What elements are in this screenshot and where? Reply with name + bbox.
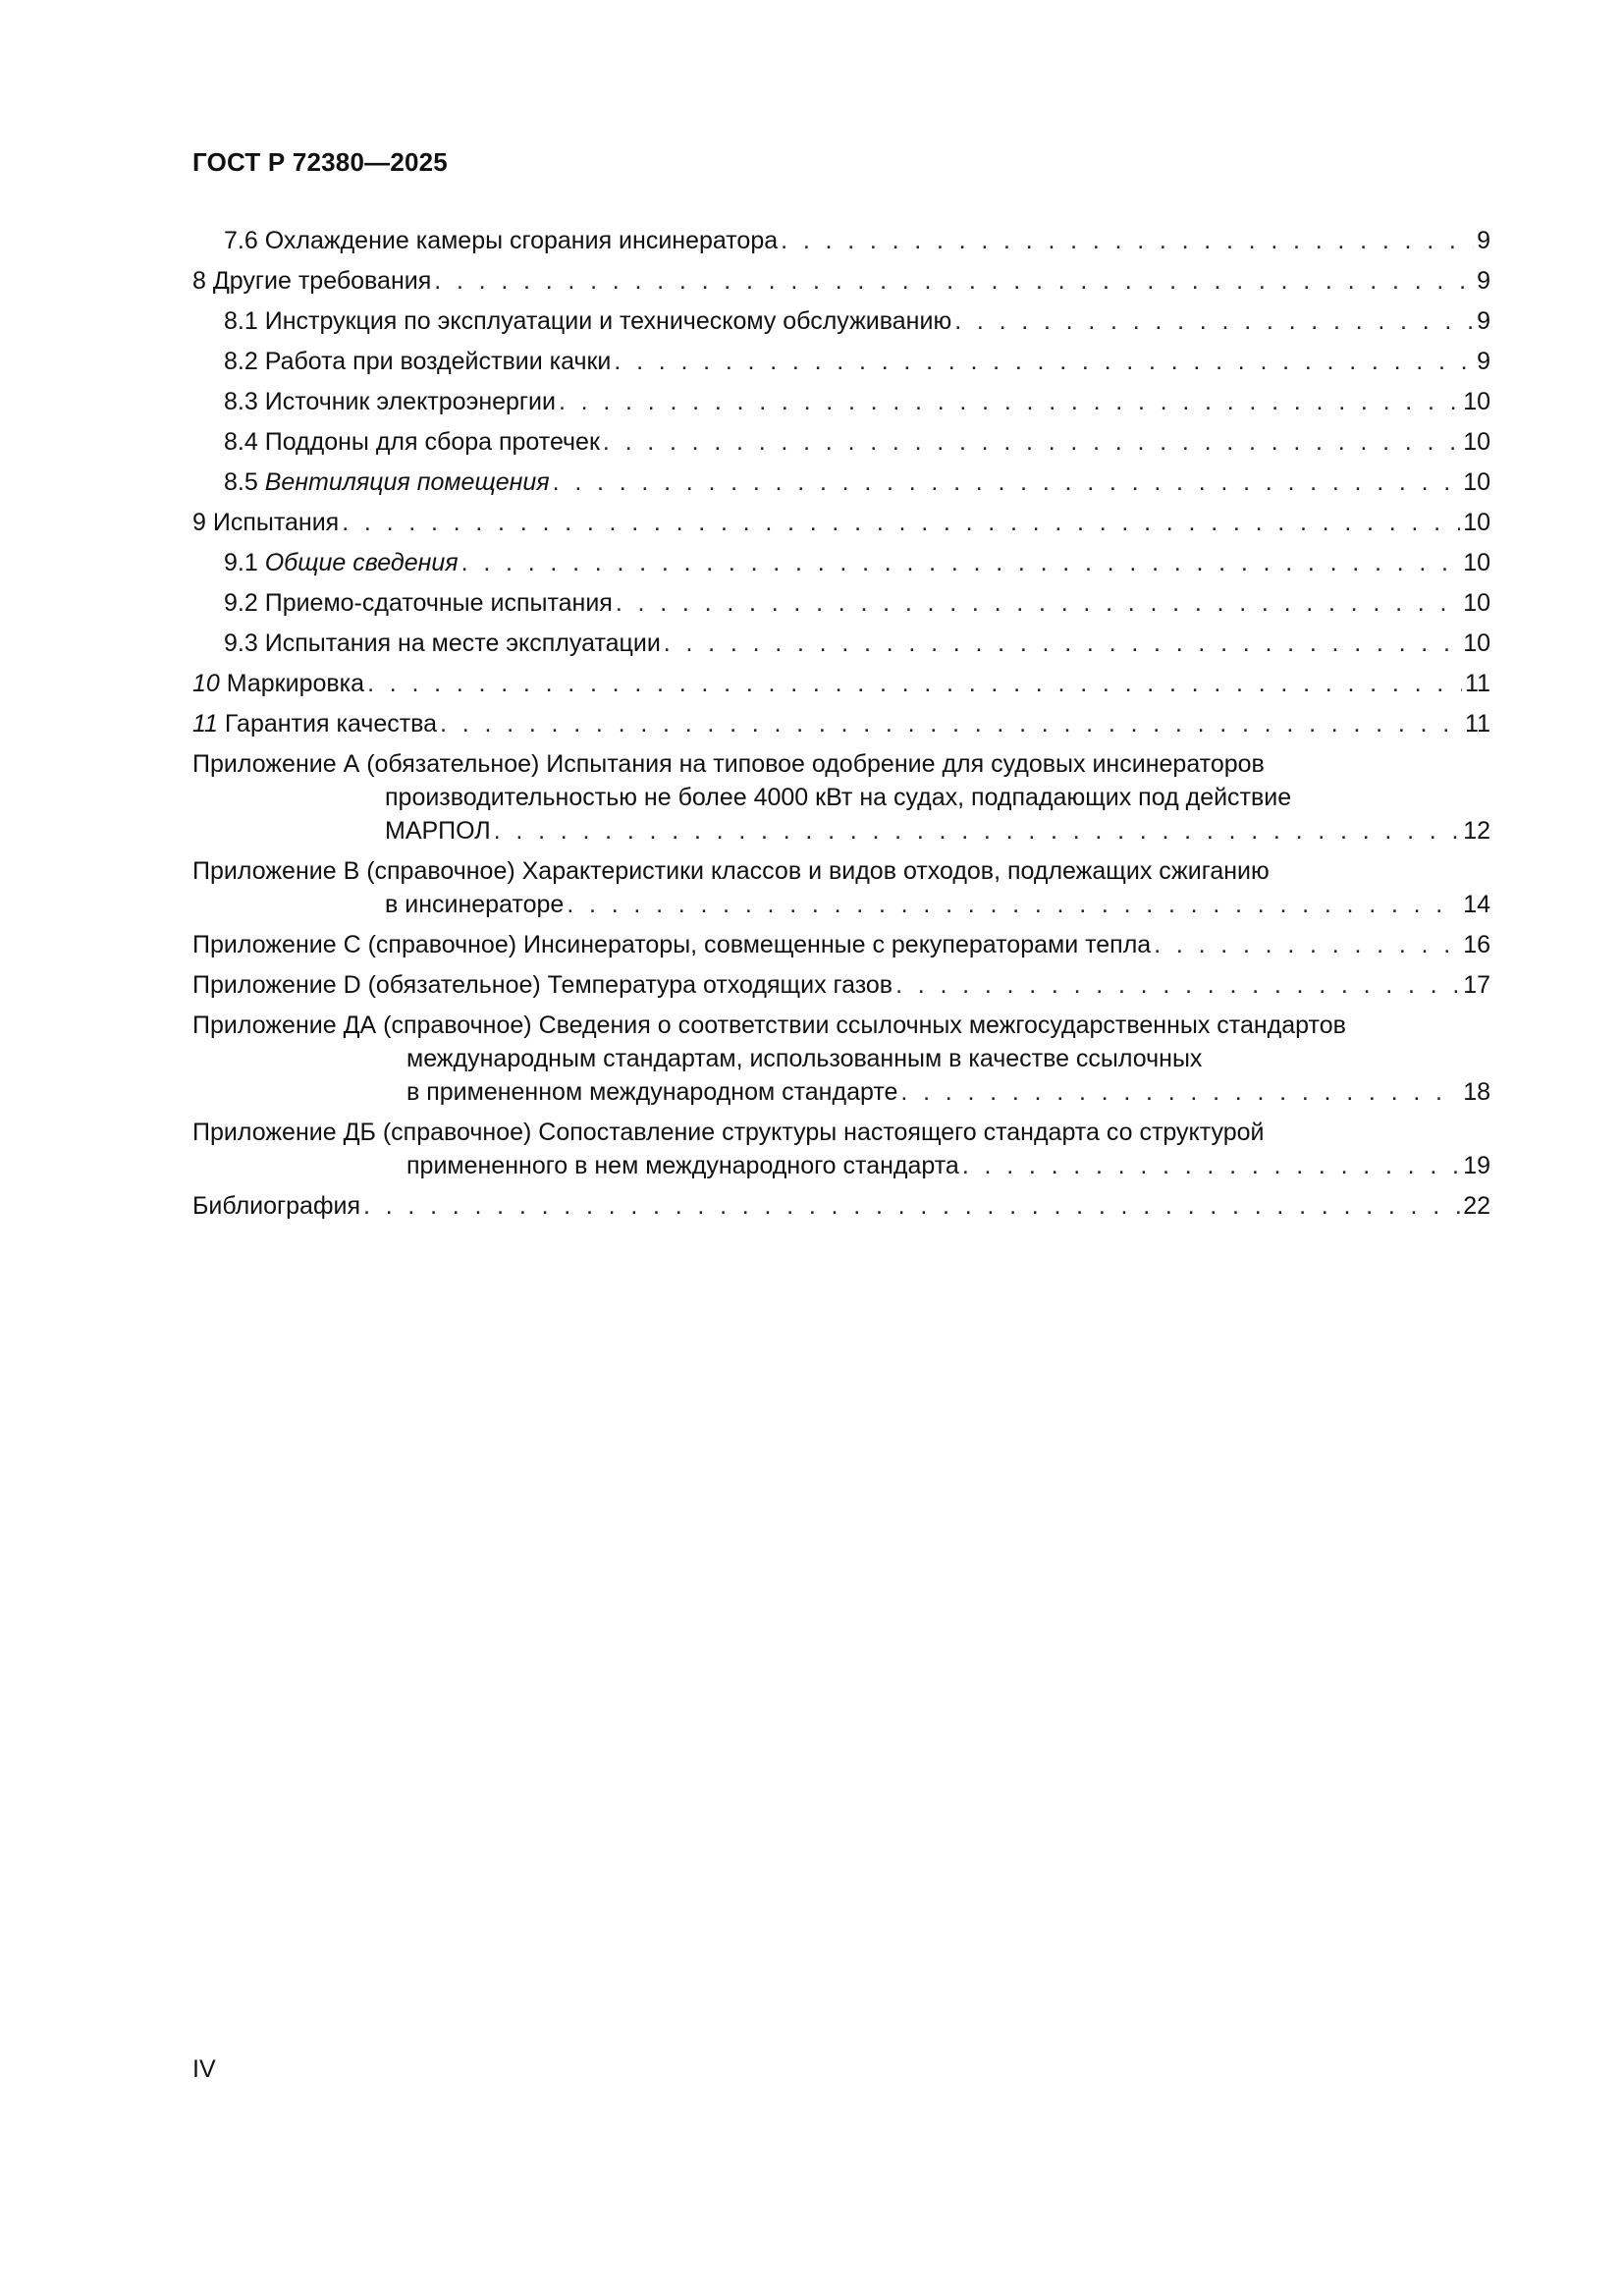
dot-leader bbox=[567, 888, 1460, 921]
appendix-title-line: в примененном международном стандарте bbox=[406, 1078, 898, 1106]
toc-entry-title: Маркировка bbox=[226, 670, 365, 697]
dot-leader bbox=[781, 224, 1474, 257]
dot-leader bbox=[962, 1149, 1460, 1182]
dot-leader bbox=[434, 264, 1474, 298]
appendix-title-line: примененного в нем международного стандарта bbox=[406, 1152, 959, 1179]
toc-entry-page: 9 bbox=[1477, 348, 1490, 375]
toc-entry-page: 10 bbox=[1463, 549, 1490, 576]
toc-entry-page: 10 bbox=[1463, 428, 1490, 456]
appendix-title-line: Приложение ДБ (справочное) Сопоставление структуры настоящего стандарта со структурой bbox=[192, 1119, 1265, 1146]
toc-entry-8-2[interactable] bbox=[192, 345, 1490, 378]
toc-entry-title: Испытания на месте эксплуатации bbox=[264, 629, 661, 657]
toc-entry-7-6[interactable] bbox=[192, 224, 1490, 257]
toc-entry-number: 7.6 bbox=[224, 227, 258, 254]
toc-entry-8-4[interactable] bbox=[192, 425, 1490, 459]
toc-entry-number: 9.3 bbox=[224, 629, 258, 657]
toc-entry-title: Гарантия качества bbox=[224, 710, 438, 738]
toc-entry-number: 8.2 bbox=[224, 348, 258, 375]
toc-entry-page: 18 bbox=[1463, 1078, 1490, 1106]
appendix-title-line: Приложение А (обязательное) Испытания на типовое одобрение для судовых инсинераторов bbox=[192, 750, 1265, 778]
toc-entry-8[interactable] bbox=[192, 264, 1490, 298]
appendix-title-line: международным стандартам, использованным в качестве ссылочных bbox=[406, 1045, 1203, 1072]
toc-entry-title: Источник электроэнергии bbox=[264, 388, 556, 415]
toc-entry-page: 22 bbox=[1463, 1192, 1490, 1220]
toc-entry-8-5[interactable] bbox=[192, 465, 1490, 499]
dot-leader bbox=[614, 345, 1474, 378]
dot-leader bbox=[900, 1075, 1460, 1109]
toc-entry-11[interactable] bbox=[192, 707, 1490, 740]
appendix-title-line: в инсинераторе bbox=[385, 891, 565, 918]
dot-leader bbox=[895, 968, 1460, 1002]
toc-entry-title: Общие сведения bbox=[264, 549, 459, 576]
toc-entry-title: Библиография bbox=[192, 1192, 361, 1220]
toc-appendix-d[interactable] bbox=[192, 968, 1490, 1002]
toc-entry-number: 10 bbox=[192, 670, 220, 697]
appendix-title-line: МАРПОЛ bbox=[385, 817, 491, 845]
toc-entry-number: 8.3 bbox=[224, 388, 258, 415]
appendix-title-line: Приложение С (справочное) Инсинераторы, совмещенные с рекуператорами тепла bbox=[192, 931, 1152, 958]
toc-entry-number: 8.4 bbox=[224, 428, 258, 456]
dot-leader bbox=[494, 814, 1460, 847]
toc-entry-8-1[interactable] bbox=[192, 304, 1490, 338]
toc-entry-title: Поддоны для сбора протечек bbox=[264, 428, 600, 456]
toc-entry-9-1[interactable] bbox=[192, 546, 1490, 579]
toc-entry-title: Приемо-сдаточные испытания bbox=[264, 589, 613, 617]
toc-entry-number: 9 bbox=[192, 509, 206, 536]
toc-entry-page: 16 bbox=[1463, 931, 1490, 958]
dot-leader bbox=[342, 506, 1460, 539]
toc-appendix-a[interactable] bbox=[192, 747, 1490, 847]
table-of-contents bbox=[192, 224, 1490, 1230]
toc-entry-8-3[interactable] bbox=[192, 385, 1490, 418]
dot-leader bbox=[440, 707, 1462, 740]
toc-entry-page: 11 bbox=[1465, 710, 1490, 738]
appendix-title-line: Приложение D (обязательное) Температура отходящих газов bbox=[192, 971, 893, 999]
toc-entry-title: Испытания bbox=[212, 509, 340, 536]
toc-entry-page: 19 bbox=[1463, 1152, 1490, 1179]
toc-entry-page: 9 bbox=[1477, 227, 1490, 254]
toc-bibliography[interactable] bbox=[192, 1189, 1490, 1223]
toc-appendix-db[interactable] bbox=[192, 1116, 1490, 1182]
toc-entry-title: Охлаждение камеры сгорания инсинератора bbox=[264, 227, 779, 254]
toc-entry-9-3[interactable] bbox=[192, 627, 1490, 660]
toc-entry-page: 11 bbox=[1465, 670, 1490, 697]
toc-entry-number: 8.1 bbox=[224, 307, 258, 335]
toc-entry-title: Работа при воздействии качки bbox=[264, 348, 612, 375]
page-number: IV bbox=[192, 2055, 216, 2083]
dot-leader bbox=[559, 385, 1460, 418]
dot-leader bbox=[1154, 928, 1460, 961]
toc-entry-title: Инструкция по эксплуатации и техническому обслуживанию bbox=[264, 307, 952, 335]
dot-leader bbox=[616, 586, 1460, 620]
toc-entry-page: 10 bbox=[1463, 388, 1490, 415]
toc-entry-title: Вентиляция помещения bbox=[264, 468, 550, 496]
toc-entry-page: 14 bbox=[1463, 891, 1490, 918]
toc-entry-page: 10 bbox=[1463, 509, 1490, 536]
toc-appendix-b[interactable] bbox=[192, 854, 1490, 921]
appendix-title-line: Приложение ДА (справочное) Сведения о соответствии ссылочных межгосударственных стандартов bbox=[192, 1011, 1346, 1039]
toc-entry-page: 10 bbox=[1463, 589, 1490, 617]
toc-entry-title: Другие требования bbox=[212, 267, 432, 295]
appendix-title-line: Приложение В (справочное) Характеристики классов и видов отходов, подлежащих сжиганию bbox=[192, 857, 1270, 885]
document-header: ГОСТ Р 72380—2025 bbox=[192, 147, 448, 177]
dot-leader bbox=[553, 465, 1461, 499]
toc-entry-number: 9.2 bbox=[224, 589, 258, 617]
dot-leader bbox=[664, 627, 1460, 660]
dot-leader bbox=[461, 546, 1461, 579]
toc-entry-page: 17 bbox=[1463, 971, 1490, 999]
toc-entry-number: 8 bbox=[192, 267, 206, 295]
dot-leader bbox=[363, 1189, 1460, 1223]
toc-entry-page: 12 bbox=[1463, 817, 1490, 845]
toc-entry-9-2[interactable] bbox=[192, 586, 1490, 620]
appendix-title-line: производительностью не более 4000 кВт на судах, подпадающих под действие bbox=[385, 784, 1292, 811]
dot-leader bbox=[603, 425, 1460, 459]
toc-entry-number: 8.5 bbox=[224, 468, 258, 496]
toc-entry-page: 9 bbox=[1477, 267, 1490, 295]
toc-entry-page: 9 bbox=[1477, 307, 1490, 335]
toc-appendix-da[interactable] bbox=[192, 1009, 1490, 1109]
dot-leader bbox=[367, 667, 1462, 700]
toc-entry-number: 11 bbox=[192, 710, 218, 738]
toc-entry-9[interactable] bbox=[192, 506, 1490, 539]
dot-leader bbox=[954, 304, 1474, 338]
toc-entry-10[interactable] bbox=[192, 667, 1490, 700]
toc-entry-page: 10 bbox=[1463, 629, 1490, 657]
toc-entry-page: 10 bbox=[1463, 468, 1490, 496]
toc-entry-number: 9.1 bbox=[224, 549, 258, 576]
toc-appendix-c[interactable] bbox=[192, 928, 1490, 961]
